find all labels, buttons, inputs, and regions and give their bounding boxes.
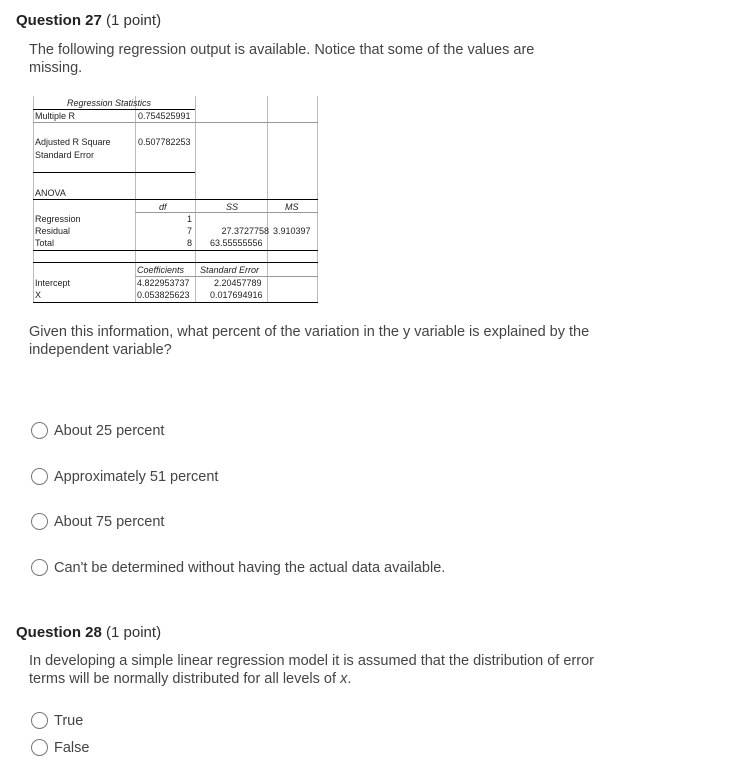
intercept-row-label: Intercept (35, 278, 71, 288)
regression-df: 1 (186, 214, 192, 224)
residual-ss: 27.3727758 (221, 226, 269, 236)
anova-label: ANOVA (35, 188, 66, 198)
multiple-r-value: 0.754525991 (138, 111, 191, 121)
intercept-standard-error: 2.20457789 (214, 278, 262, 288)
q27-option-2[interactable] (31, 468, 218, 485)
radio-button[interactable] (31, 513, 48, 530)
regression-row-label: Regression (35, 214, 81, 224)
regression-output-table (33, 96, 318, 304)
df-column-header: df (159, 202, 167, 212)
question-28-text (29, 652, 609, 688)
adjusted-r-square-value: 0.507782253 (138, 137, 191, 147)
question-28-points: (1 point) (106, 624, 162, 641)
q28-option-false[interactable] (31, 739, 89, 756)
question-28-text-end: . (347, 671, 352, 687)
q27-option-4[interactable] (31, 559, 445, 576)
radio-button[interactable] (31, 712, 48, 729)
radio-button[interactable] (31, 739, 48, 756)
q27-option-3-label: About 75 percent (54, 513, 165, 530)
q27-option-1[interactable] (31, 422, 164, 439)
residual-ms: 3.910397 (273, 226, 311, 236)
adjusted-r-square-label: Adjusted R Square (35, 137, 111, 147)
standard-error-column-header: Standard Error (200, 265, 260, 275)
standard-error-label: Standard Error (35, 150, 95, 160)
radio-button[interactable] (31, 422, 48, 439)
question-27-number: Question 27 (16, 12, 102, 29)
ms-column-header: MS (285, 202, 299, 212)
question-27-title (16, 12, 161, 29)
q28-option-true[interactable] (31, 712, 83, 729)
question-28-text-main: In developing a simple linear regression model it is assumed that the distribution of error terms will be normally distributed for all levels of (29, 653, 594, 687)
q27-option-2-label: Approximately 51 percent (54, 468, 219, 485)
question-28-variable: x (340, 671, 348, 687)
total-df: 8 (186, 238, 192, 248)
x-coefficient: 0.053825623 (137, 290, 190, 300)
x-standard-error: 0.017694916 (210, 290, 263, 300)
question-27-prompt: Given this information, what percent of the variation in the y variable is explained by the independent variable? (29, 324, 590, 358)
total-row-label: Total (35, 238, 55, 248)
q27-option-4-label: Can't be determined without having the actual data available. (54, 559, 446, 576)
regression-statistics-title: Regression Statistics (67, 98, 152, 108)
q28-option-false-label: False (54, 739, 90, 756)
question-27-intro: The following regression output is available. Notice that some of the values are missing. (29, 42, 535, 76)
intercept-coefficient: 4.822953737 (137, 278, 190, 288)
question-28-number: Question 28 (16, 624, 102, 641)
radio-button[interactable] (31, 559, 48, 576)
q28-option-true-label: True (54, 712, 84, 729)
q27-option-1-label: About 25 percent (54, 422, 165, 439)
radio-button[interactable] (31, 468, 48, 485)
coefficients-column-header: Coefficients (137, 265, 185, 275)
residual-row-label: Residual (35, 226, 71, 236)
residual-df: 7 (186, 226, 192, 236)
multiple-r-label: Multiple R (35, 111, 76, 121)
x-row-label: X (35, 290, 42, 300)
q27-option-3[interactable] (31, 513, 164, 530)
question-27-points: (1 point) (106, 12, 162, 29)
question-28-title (16, 624, 161, 641)
total-ss: 63.55555556 (210, 238, 263, 248)
ss-column-header: SS (226, 202, 239, 212)
